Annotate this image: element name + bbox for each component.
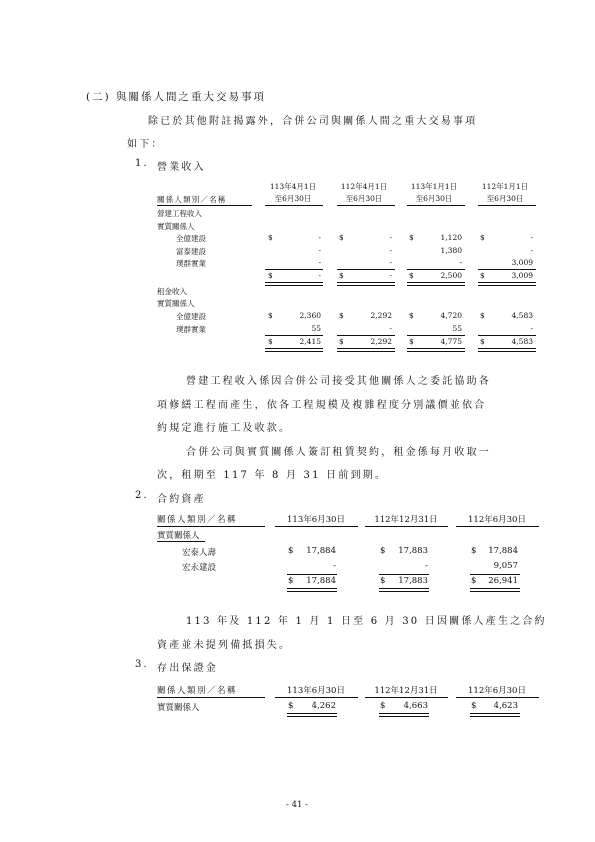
s1-total-cell: 2,500 xyxy=(440,271,462,280)
s1-cell: - xyxy=(530,233,533,242)
s2-total-cell: 17,884 xyxy=(306,576,336,586)
s1-total-cell: - xyxy=(318,271,321,280)
s3-title: 存出保證金 xyxy=(157,663,218,674)
s1-number: 1. xyxy=(135,158,149,169)
s2-group-label: 實質關係人 xyxy=(157,531,200,541)
s2-para-line1: 113 年及 112 年 1 月 1 日至 6 月 30 日因關係人產生之合約 xyxy=(186,616,547,627)
currency-sign: $ xyxy=(380,576,386,586)
s1-cell: - xyxy=(318,258,321,267)
s1-cell: 1,120 xyxy=(440,233,462,242)
s1-group2-sub: 實質關係人 xyxy=(157,299,195,308)
s1-row-name: 璞群實業 xyxy=(176,325,206,334)
s1-cell: 2,360 xyxy=(299,311,321,320)
s3-number: 3. xyxy=(135,659,149,670)
currency-sign: $ xyxy=(268,311,273,320)
s1-label-header: 關係人類別／名稱 xyxy=(157,195,227,204)
s3-col-header: 112年6月30日 xyxy=(468,686,526,696)
s2-title: 合約資產 xyxy=(157,494,206,505)
s1-group1-sub: 實質關係人 xyxy=(157,222,195,231)
s2-total-cell: 26,941 xyxy=(488,576,518,586)
currency-sign: $ xyxy=(471,576,477,586)
s1-para2-line1: 合併公司與實質關係人簽訂租賃契約，租金係每月收取一 xyxy=(186,447,491,458)
s1-total-cell: 3,009 xyxy=(511,271,533,280)
s1-cell: - xyxy=(459,258,462,267)
s2-row-name: 宏永建設 xyxy=(182,563,217,573)
currency-sign: $ xyxy=(409,271,414,280)
s1-cell: 3,009 xyxy=(511,258,533,267)
s3-cell: 4,262 xyxy=(311,701,336,711)
currency-sign: $ xyxy=(380,701,386,711)
currency-sign: $ xyxy=(409,337,414,346)
s3-cell: 4,663 xyxy=(403,701,428,711)
s1-cell: - xyxy=(530,324,533,333)
s1-cell: - xyxy=(389,246,392,255)
s2-row-name: 宏泰人壽 xyxy=(182,548,217,558)
intro-text-line1: 除已於其他附註揭露外，合併公司與關係人間之重大交易事項 xyxy=(148,116,478,127)
s2-cell: - xyxy=(333,561,336,571)
s3-cell: 4,623 xyxy=(493,701,518,711)
s1-total-cell: 4,775 xyxy=(440,337,462,346)
s1-para1-line2: 項修繕工程而產生，依各工程規模及複雜程度分別議價並依合 xyxy=(157,400,487,411)
s2-cell: 17,884 xyxy=(488,546,518,556)
s2-para-line2: 資產並未提列備抵損失。 xyxy=(157,640,292,651)
s1-cell: - xyxy=(389,324,392,333)
s2-cell: 17,883 xyxy=(398,546,428,556)
s1-total-cell: - xyxy=(389,271,392,280)
s3-row-name: 實質關係人 xyxy=(157,703,200,713)
currency-sign: $ xyxy=(380,546,386,556)
s2-col-header: 113年6月30日 xyxy=(287,515,345,525)
s1-cell: - xyxy=(389,233,392,242)
s1-group1-label: 營建工程收入 xyxy=(157,209,202,218)
s2-number: 2. xyxy=(135,490,149,501)
s1-cell: - xyxy=(318,246,321,255)
currency-sign: $ xyxy=(409,311,414,320)
s1-col3-header-l1: 113年1月1日 xyxy=(410,182,458,191)
currency-sign: $ xyxy=(339,337,344,346)
s3-col-header: 112年12月31日 xyxy=(374,686,438,696)
intro-text-line2: 如下： xyxy=(127,139,164,150)
s2-cell: 17,884 xyxy=(306,546,336,556)
s1-title: 營業收入 xyxy=(157,162,206,173)
currency-sign: $ xyxy=(409,233,414,242)
currency-sign: $ xyxy=(471,701,477,711)
currency-sign: $ xyxy=(288,546,294,556)
s1-total-cell: 2,292 xyxy=(370,337,392,346)
s1-total-cell: 4,583 xyxy=(511,337,533,346)
s1-para1-line3: 約規定進行施工及收款。 xyxy=(157,423,292,434)
currency-sign: $ xyxy=(480,271,485,280)
section-heading: (二) 與關係人間之重大交易事項 xyxy=(86,91,267,103)
currency-sign: $ xyxy=(288,701,294,711)
currency-sign: $ xyxy=(339,233,344,242)
s1-row-name: 全億建設 xyxy=(176,234,206,243)
currency-sign: $ xyxy=(268,233,273,242)
s1-cell: - xyxy=(530,246,533,255)
s2-total-cell: 17,883 xyxy=(398,576,428,586)
s1-total-cell: 2,415 xyxy=(299,337,321,346)
currency-sign: $ xyxy=(480,311,485,320)
currency-sign: $ xyxy=(268,271,273,280)
s1-para1-line1: 營建工程收入係因合併公司接受其他關係人之委託協助各 xyxy=(186,376,491,387)
s1-col4-header-l2: 至6月30日 xyxy=(486,194,524,203)
currency-sign: $ xyxy=(480,337,485,346)
s2-col-header: 112年6月30日 xyxy=(468,515,526,525)
s1-group2-label: 租金收入 xyxy=(157,287,187,296)
s1-cell: 1,380 xyxy=(440,246,462,255)
s2-cell: - xyxy=(425,561,428,571)
currency-sign: $ xyxy=(471,546,477,556)
currency-sign: $ xyxy=(339,271,344,280)
s1-cell: 4,720 xyxy=(440,311,462,320)
s1-para2-line2: 次，租期至 117 年 8 月 31 日前到期。 xyxy=(157,470,388,481)
s1-cell: - xyxy=(389,258,392,267)
s1-cell: - xyxy=(318,233,321,242)
s1-row-name: 璞群實業 xyxy=(176,259,206,268)
s1-cell: 55 xyxy=(311,324,321,333)
s1-col2-header-l1: 112年4月1日 xyxy=(340,182,388,191)
s2-col-header: 112年12月31日 xyxy=(374,515,438,525)
currency-sign: $ xyxy=(268,337,273,346)
s1-cell: 4,583 xyxy=(511,311,533,320)
s1-col3-header-l2: 至6月30日 xyxy=(415,194,453,203)
s1-col2-header-l2: 至6月30日 xyxy=(345,194,383,203)
s1-row-name: 富泰建設 xyxy=(176,247,206,256)
s1-col1-header-l1: 113年4月1日 xyxy=(269,182,317,191)
s3-label-header: 關係人類別／名稱 xyxy=(157,686,238,696)
currency-sign: $ xyxy=(288,576,294,586)
currency-sign: $ xyxy=(339,311,344,320)
s2-label-header: 關係人類別／名稱 xyxy=(157,515,238,525)
s2-cell: 9,057 xyxy=(493,561,518,571)
s3-col-header: 113年6月30日 xyxy=(287,686,345,696)
s1-col4-header-l1: 112年1月1日 xyxy=(481,182,529,191)
s1-row-name: 全億建設 xyxy=(176,312,206,321)
s1-col1-header-l2: 至6月30日 xyxy=(274,194,312,203)
s1-cell: 55 xyxy=(452,324,462,333)
s1-cell: 2,292 xyxy=(370,311,392,320)
page-number: - 41 - xyxy=(286,800,308,810)
currency-sign: $ xyxy=(480,233,485,242)
